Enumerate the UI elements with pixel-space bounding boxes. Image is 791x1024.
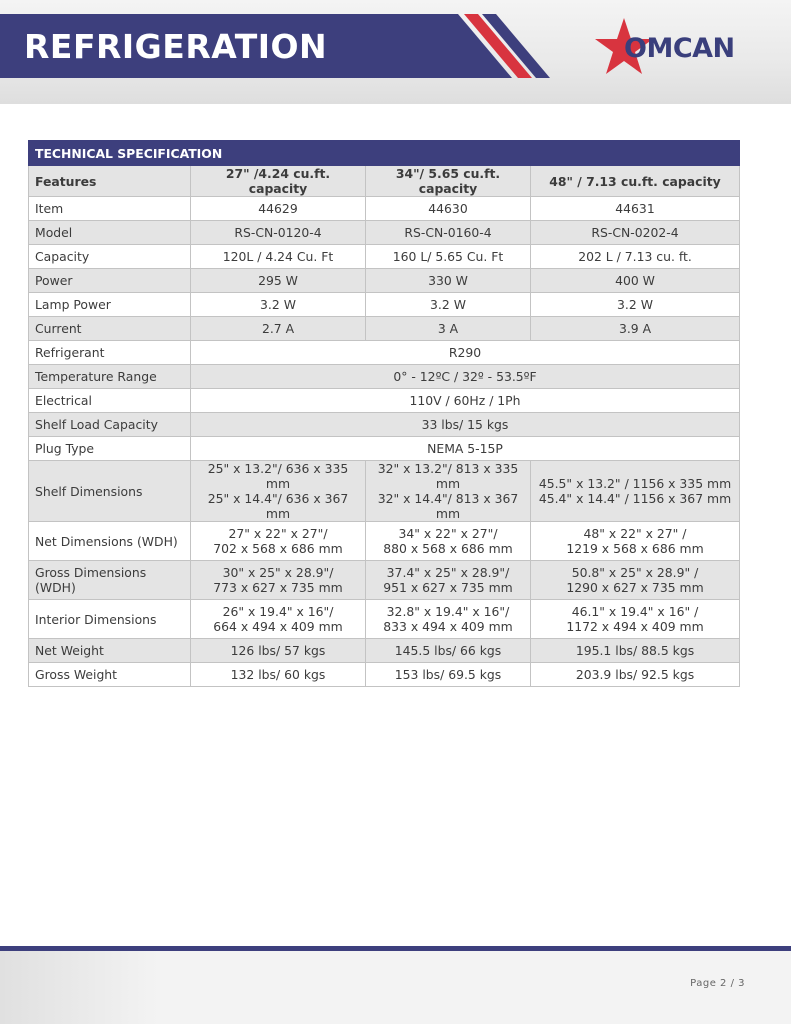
table-cell: NEMA 5-15P: [191, 437, 740, 461]
row-label: Plug Type: [29, 437, 191, 461]
table-cell: [366, 522, 531, 561]
row-label: Gross Weight: [29, 663, 191, 687]
table-cell: 44629: [191, 197, 366, 221]
table-cell: 3.2 W: [191, 293, 366, 317]
table-cell: [191, 600, 366, 639]
row-label: Lamp Power: [29, 293, 191, 317]
cell-line: 702 x 568 x 686 mm: [213, 541, 343, 556]
table-row: [29, 317, 740, 341]
cell-line: 26" x 19.4" x 16"/: [222, 604, 334, 619]
technical-specification-table: [28, 140, 740, 687]
cell-line: 833 x 494 x 409 mm: [383, 619, 513, 634]
table-row: [29, 341, 740, 365]
page-footer: [0, 951, 791, 1024]
page-number: Page 2 / 3: [690, 978, 745, 989]
table-row: [29, 245, 740, 269]
table-cell: RS-CN-0202-4: [531, 221, 740, 245]
row-label: Power: [29, 269, 191, 293]
table-cell: 126 lbs/ 57 kgs: [191, 639, 366, 663]
table-cell: [531, 522, 740, 561]
table-row: [29, 561, 740, 600]
cell-line: 664 x 494 x 409 mm: [213, 619, 343, 634]
omcan-logo: [594, 16, 766, 80]
cell-line: 1290 x 627 x 735 mm: [566, 580, 704, 595]
column-header: 34"/ 5.65 cu.ft. capacity: [366, 166, 531, 197]
page-title: REFRIGERATION: [24, 27, 328, 66]
logo-text: OMCAN: [624, 33, 735, 64]
table-cell: R290: [191, 341, 740, 365]
table-cell: [366, 600, 531, 639]
table-cell: 195.1 lbs/ 88.5 kgs: [531, 639, 740, 663]
table-cell: [191, 522, 366, 561]
row-label: Current: [29, 317, 191, 341]
table-cell: 3.2 W: [531, 293, 740, 317]
table-row: [29, 600, 740, 639]
table-row: [29, 365, 740, 389]
table-row: [29, 522, 740, 561]
row-label: Temperature Range: [29, 365, 191, 389]
table-cell: 132 lbs/ 60 kgs: [191, 663, 366, 687]
row-label: Interior Dimensions: [29, 600, 191, 639]
table-cell: 295 W: [191, 269, 366, 293]
table-cell: [366, 561, 531, 600]
table-cell: 120L / 4.24 Cu. Ft: [191, 245, 366, 269]
table-cell: RS-CN-0160-4: [366, 221, 531, 245]
table-cell: 3 A: [366, 317, 531, 341]
table-cell: 145.5 lbs/ 66 kgs: [366, 639, 531, 663]
row-label: Model: [29, 221, 191, 245]
table-cell: [531, 461, 740, 522]
cell-line: 32" x 13.2"/ 813 x 335 mm: [377, 461, 519, 491]
column-header: 48" / 7.13 cu.ft. capacity: [531, 166, 740, 197]
table-cell: 44630: [366, 197, 531, 221]
cell-line: 34" x 22" x 27"/: [398, 526, 498, 541]
table-cell: 3.2 W: [366, 293, 531, 317]
table-cell: 330 W: [366, 269, 531, 293]
cell-line: 773 x 627 x 735 mm: [213, 580, 343, 595]
table-cell: 2.7 A: [191, 317, 366, 341]
cell-line: 1219 x 568 x 686 mm: [566, 541, 704, 556]
column-header: 27" /4.24 cu.ft. capacity: [191, 166, 366, 197]
table-cell: RS-CN-0120-4: [191, 221, 366, 245]
table-cell: 110V / 60Hz / 1Ph: [191, 389, 740, 413]
table-cell: 203.9 lbs/ 92.5 kgs: [531, 663, 740, 687]
table-row: [29, 389, 740, 413]
cell-line: 1172 x 494 x 409 mm: [566, 619, 704, 634]
row-label: Net Weight: [29, 639, 191, 663]
table-cell: [531, 600, 740, 639]
table-row: [29, 293, 740, 317]
row-label: Net Dimensions (WDH): [29, 522, 191, 561]
cell-line: 30" x 25" x 28.9"/: [222, 565, 334, 580]
table-row: [29, 221, 740, 245]
cell-line: 46.1" x 19.4" x 16" /: [571, 604, 699, 619]
cell-line: 37.4" x 25" x 28.9"/: [386, 565, 510, 580]
table-cell: [191, 561, 366, 600]
table-cell: 44631: [531, 197, 740, 221]
table-row: [29, 639, 740, 663]
cell-line: 25" x 13.2"/ 636 x 335 mm: [207, 461, 349, 491]
table-cell: 400 W: [531, 269, 740, 293]
row-label: Refrigerant: [29, 341, 191, 365]
cell-line: 32.8" x 19.4" x 16"/: [386, 604, 510, 619]
row-label: Capacity: [29, 245, 191, 269]
table-cell: [531, 561, 740, 600]
table-row: [29, 461, 740, 522]
cell-line: 48" x 22" x 27" /: [583, 526, 687, 541]
table-row: [29, 413, 740, 437]
table-header-row: [29, 166, 740, 197]
table-row: [29, 437, 740, 461]
row-label: Gross Dimensions (WDH): [29, 561, 191, 600]
table-cell: [191, 461, 366, 522]
table-cell: 160 L/ 5.65 Cu. Ft: [366, 245, 531, 269]
row-label: Item: [29, 197, 191, 221]
cell-line: 32" x 14.4"/ 813 x 367 mm: [377, 491, 519, 521]
cell-line: 27" x 22" x 27"/: [228, 526, 328, 541]
table-cell: 202 L / 7.13 cu. ft.: [531, 245, 740, 269]
cell-line: 25" x 14.4"/ 636 x 367 mm: [207, 491, 349, 521]
page-header: [0, 0, 791, 104]
table-title: TECHNICAL SPECIFICATION: [29, 141, 740, 166]
table-row: [29, 663, 740, 687]
row-label: Electrical: [29, 389, 191, 413]
cell-line: 45.5" x 13.2" / 1156 x 335 mm: [538, 476, 732, 491]
table-row: [29, 269, 740, 293]
row-label: Shelf Dimensions: [29, 461, 191, 522]
cell-line: 45.4" x 14.4" / 1156 x 367 mm: [538, 491, 732, 506]
table-cell: 153 lbs/ 69.5 kgs: [366, 663, 531, 687]
cell-line: 880 x 568 x 686 mm: [383, 541, 513, 556]
row-label: Shelf Load Capacity: [29, 413, 191, 437]
cell-line: 951 x 627 x 735 mm: [383, 580, 513, 595]
column-header: Features: [29, 166, 191, 197]
table-cell: 3.9 A: [531, 317, 740, 341]
table-cell: [366, 461, 531, 522]
cell-line: 50.8" x 25" x 28.9" /: [571, 565, 699, 580]
table-cell: 0° - 12ºC / 32º - 53.5ºF: [191, 365, 740, 389]
table-row: [29, 197, 740, 221]
table-cell: 33 lbs/ 15 kgs: [191, 413, 740, 437]
